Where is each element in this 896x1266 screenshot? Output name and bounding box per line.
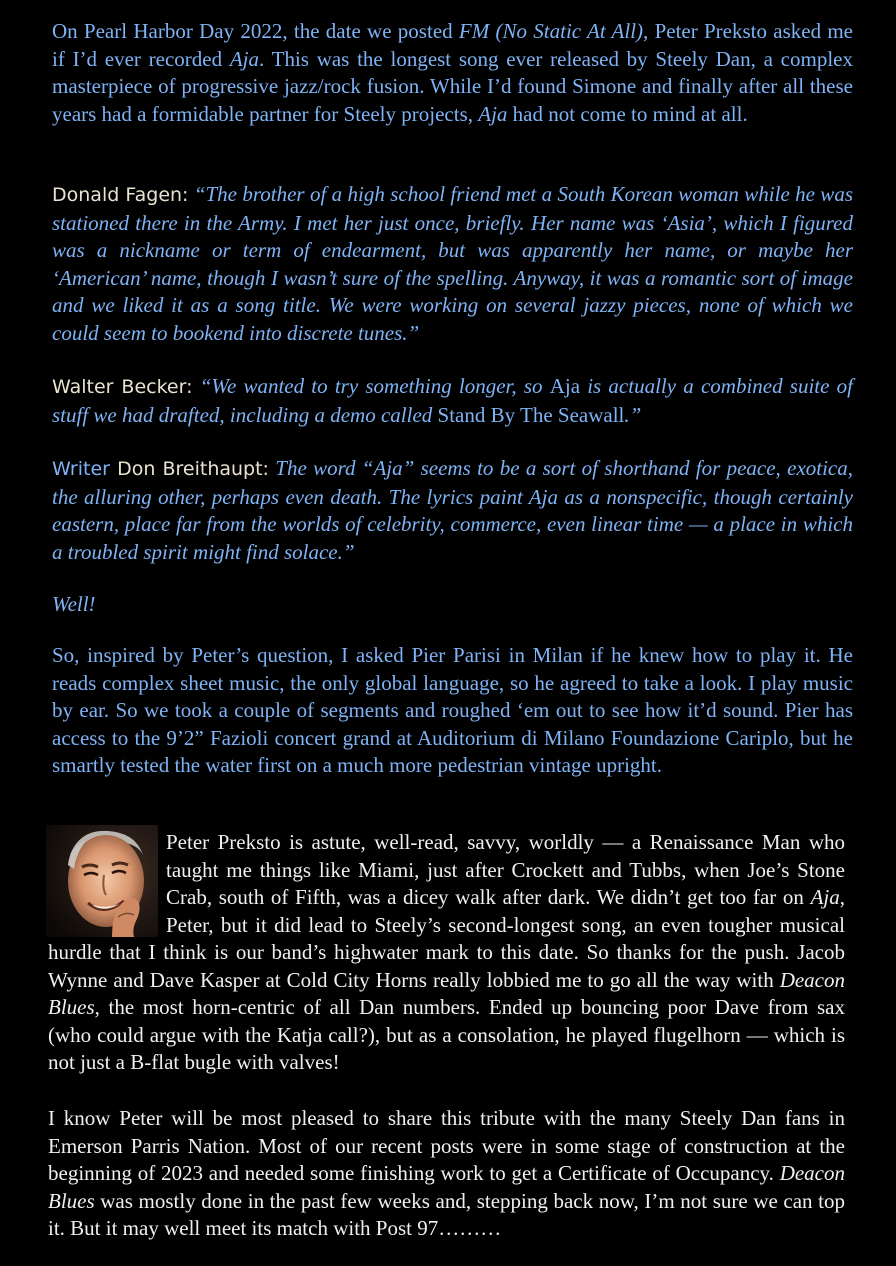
song-title-aja: Aja: [229, 46, 260, 71]
preksto-text-2: , Peter, but it did lead to Steely’s second-longest song, an even tougher musical hurdle that I think is our band’s highwater mark to this date. So thanks for the push. Jacob Wynne and Dave Kasper at Cold City Horns really lobbied me to go all the way with: [48, 885, 845, 992]
intro-text-3: . This was the longest song ever released by Steely Dan, a complex masterpiece of progressive jazz/rock fusion. While I’d found Simone and finally after all these years had a formidable partner for Steely projects,: [52, 46, 853, 126]
speaker-don-breithaupt: Don Breithaupt:: [117, 458, 269, 480]
fagen-quote-paragraph: [52, 181, 853, 347]
intro-text-4: had not come to mind at all.: [507, 101, 748, 126]
intro-text-2: , Peter Preksto asked me if I’d ever recorded: [52, 19, 853, 71]
breithaupt-quote-text: The word “Aja” seems to be a sort of shorthand for peace, exotica, the alluring other, perhaps even death. The lyrics paint Aja as a nonspecific, though certainly eastern, place far from the worlds of celebrity, commerce, even linear time — a place in which a troubled spirit might find solace.”: [52, 456, 853, 564]
inspired-paragraph: So, inspired by Peter’s question, I asked Pier Parisi in Milan if he knew how to play it. He reads complex sheet music, the only global language, so he agreed to take a look. I play music by ear. So we took a couple of segments and roughed ‘em out to see how it’d sound. Pier has access to the 9’2” Fazioli concert grand at Auditorium di Milano Foundazione Cariplo, but he smartly tested the water first on a much more pedestrian vintage upright.: [52, 643, 853, 777]
intro-paragraph: [52, 18, 853, 128]
preksto-paragraph: [48, 829, 845, 1077]
writer-role-label: Writer: [52, 458, 118, 480]
becker-quote-text-1: “We wanted to try something longer, so: [192, 374, 550, 398]
song-title-aja-becker: Aja: [549, 374, 581, 398]
speaker-donald-fagen: Donald Fagen:: [52, 184, 189, 206]
breithaupt-quote-paragraph: [52, 455, 853, 566]
song-title-deacon-blues: Deacon Blues: [48, 967, 845, 1019]
closing-text-2: was mostly done in the past few weeks and, stepping back now, I’m not sure we can top it. But it may well meet its match with Post 97………: [48, 1188, 845, 1240]
becker-quote-text-2: is actually a combined suite of stuff we had drafted, including a demo called: [52, 374, 853, 427]
closing-paragraph: [48, 1105, 845, 1243]
preksto-text-3: , the most horn-centric of all Dan numbers. Ended up bouncing poor Dave from sax (who could argue with the Katja call?), but as a consolation, he played flugelhorn — which is not just a B-flat bugle with valves!: [48, 995, 845, 1074]
song-title-seawall: Stand By The Seawall: [437, 402, 625, 427]
intro-text-1: On Pearl Harbor Day 2022, the date we posted: [52, 19, 459, 43]
song-title-fm: FM (No Static At All): [458, 19, 644, 43]
portrait-photo-icon: [46, 825, 158, 937]
song-title-aja-3: Aja: [810, 885, 840, 909]
well-paragraph: Well!: [52, 592, 96, 616]
song-title-deacon-blues-2: Deacon Blues: [48, 1161, 845, 1213]
closing-text-1: I know Peter will be most pleased to share this tribute with the many Steely Dan fans in Emerson Parris Nation. Most of our recent posts were in some stage of construction at the beginning of 2023 and needed some finishing work to get a Certificate of Occupancy.: [48, 1106, 845, 1185]
speaker-walter-becker: Walter Becker:: [52, 376, 193, 398]
becker-quote-paragraph: [52, 373, 853, 429]
preksto-text-1: Peter Preksto is astute, well-read, savvy, worldly — a Renaissance Man who taught me things like Miami, just after Crockett and Tubbs, when Joe’s Stone Crab, south of Fifth, was a dicey walk after dark. We didn’t get too far on: [166, 830, 845, 909]
becker-quote-text-3: .”: [624, 402, 642, 427]
song-title-aja-2: Aja: [478, 101, 508, 126]
fagen-quote-text: “The brother of a high school friend met a South Korean woman while he was stationed there in the Army. I met her just once, briefly. Her name was ‘Asia’, which I figured was a nickname or term of endearment, but was apparently her name, or maybe her ‘American’ name, though I wasn’t sure of the spelling. Anyway, it was a romantic sort of image and we liked it as a song title. We were working on several jazzy pieces, none of which we could seem to bookend into discrete tunes.”: [52, 182, 853, 345]
